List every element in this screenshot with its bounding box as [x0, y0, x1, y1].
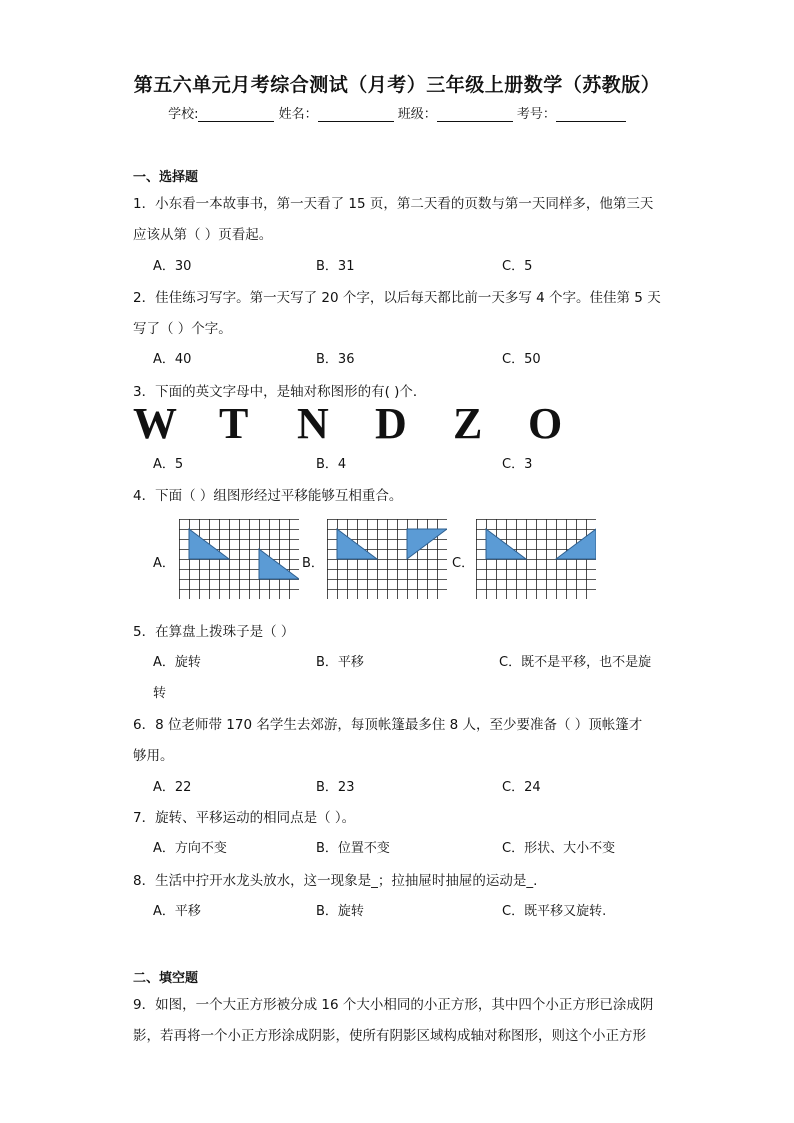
q7-option-a[interactable]: A．方向不变 — [153, 841, 227, 856]
q1-option-b[interactable]: B．31 — [316, 259, 355, 274]
q8-option-b[interactable]: B．旋转 — [316, 904, 364, 919]
q4-option-a[interactable]: A． — [153, 556, 175, 571]
q6-text-line1: 6．8 位老师带 170 名学生去郊游，每顶帐篷最多住 8 人，至少要准备（ ）顶帐篷才 — [133, 717, 643, 733]
triangle-shape — [556, 529, 596, 559]
q7-option-c[interactable]: C．形状、大小不变 — [502, 841, 616, 856]
q2-option-a[interactable]: A．40 — [153, 352, 192, 367]
page-title: 第五六单元月考综合测试（月考）三年级上册数学（苏教版） — [133, 74, 661, 96]
triangle-shape — [259, 549, 299, 579]
letter-w: W — [133, 399, 177, 448]
letter-o: O — [528, 399, 563, 448]
q9-text-line1: 9．如图，一个大正方形被分成 16 个大小相同的小正方形，其中四个小正方形已涂成阴 — [133, 997, 654, 1013]
q4-option-b[interactable]: B． — [302, 556, 324, 571]
letter-t: T — [219, 399, 249, 448]
q1-option-a[interactable]: A．30 — [153, 259, 192, 274]
letter-z: Z — [453, 399, 483, 448]
q5-option-b[interactable]: B．平移 — [316, 655, 364, 670]
q5-text-line1: 5．在算盘上拨珠子是（ ） — [133, 624, 295, 640]
q4-option-c[interactable]: C． — [452, 556, 475, 571]
section-fill-heading: 二、填空题 — [133, 971, 199, 986]
school-blank[interactable] — [198, 107, 274, 122]
triangle-shape — [486, 529, 526, 559]
q1-option-c[interactable]: C．5 — [502, 259, 533, 274]
q3-letters-row — [133, 400, 573, 448]
school-label: 学校: — [168, 107, 199, 122]
section-choice-heading: 一、选择题 — [133, 170, 199, 185]
q8-option-c[interactable]: C．既平移又旋转. — [502, 904, 607, 919]
q3-option-b[interactable]: B．4 — [316, 457, 347, 472]
q6-text-line2: 够用。 — [133, 748, 174, 764]
name-blank[interactable] — [318, 107, 394, 122]
q1-text-line1: 1．小东看一本故事书，第一天看了 15 页，第二天看的页数与第一天同样多，他第三天 — [133, 196, 654, 212]
triangle-shape — [407, 529, 447, 559]
q6-option-c[interactable]: C．24 — [502, 780, 541, 795]
number-blank[interactable] — [556, 107, 626, 122]
letter-d: D — [375, 399, 407, 448]
q1-text-line2: 应该从第（ ）页看起。 — [133, 227, 273, 243]
q2-option-c[interactable]: C．50 — [502, 352, 541, 367]
q4-text-line1: 4．下面（ ）组图形经过平移能够互相重合。 — [133, 488, 403, 504]
letter-n: N — [297, 399, 329, 448]
q7-text-line1: 7．旋转、平移运动的相同点是（ ）。 — [133, 810, 356, 826]
q8-option-a[interactable]: A．平移 — [153, 904, 201, 919]
q3-option-a[interactable]: A．5 — [153, 457, 184, 472]
q5-option-c[interactable]: C．既不是平移，也不是旋 — [499, 655, 652, 670]
q2-text-line1: 2．佳佳练习写字。第一天写了 20 个字，以后每天都比前一天多写 4 个字。佳佳第 5 天 — [133, 290, 661, 306]
class-blank[interactable] — [437, 107, 513, 122]
q8-text-line1: 8．生活中拧开水龙头放水，这一现象是_；拉抽屉时抽屉的运动是_. — [133, 873, 538, 889]
q5-option-c-continued: 转 — [153, 686, 167, 701]
triangle-shape — [337, 529, 377, 559]
q6-option-a[interactable]: A．22 — [153, 780, 192, 795]
q4-grid-a — [179, 519, 299, 599]
q2-option-b[interactable]: B．36 — [316, 352, 355, 367]
q4-grid-b — [327, 519, 447, 599]
triangle-shape — [189, 529, 229, 559]
q9-text-line2: 影，若再将一个小正方形涂成阴影，使所有阴影区域构成轴对称图形，则这个小正方形 — [133, 1028, 646, 1044]
q7-option-b[interactable]: B．位置不变 — [316, 841, 390, 856]
q6-option-b[interactable]: B．23 — [316, 780, 355, 795]
class-label: 班级： — [397, 107, 437, 122]
student-info-line — [0, 103, 794, 122]
q5-option-a[interactable]: A．旋转 — [153, 655, 201, 670]
q2-text-line2: 写了（ ）个字。 — [133, 321, 232, 337]
q3-text-line1: 3．下面的英文字母中，是轴对称图形的有( )个． — [133, 384, 427, 400]
number-label: 考号： — [516, 107, 556, 122]
q3-option-c[interactable]: C．3 — [502, 457, 533, 472]
name-label: 姓名： — [278, 107, 318, 122]
q4-grid-c — [476, 519, 596, 599]
